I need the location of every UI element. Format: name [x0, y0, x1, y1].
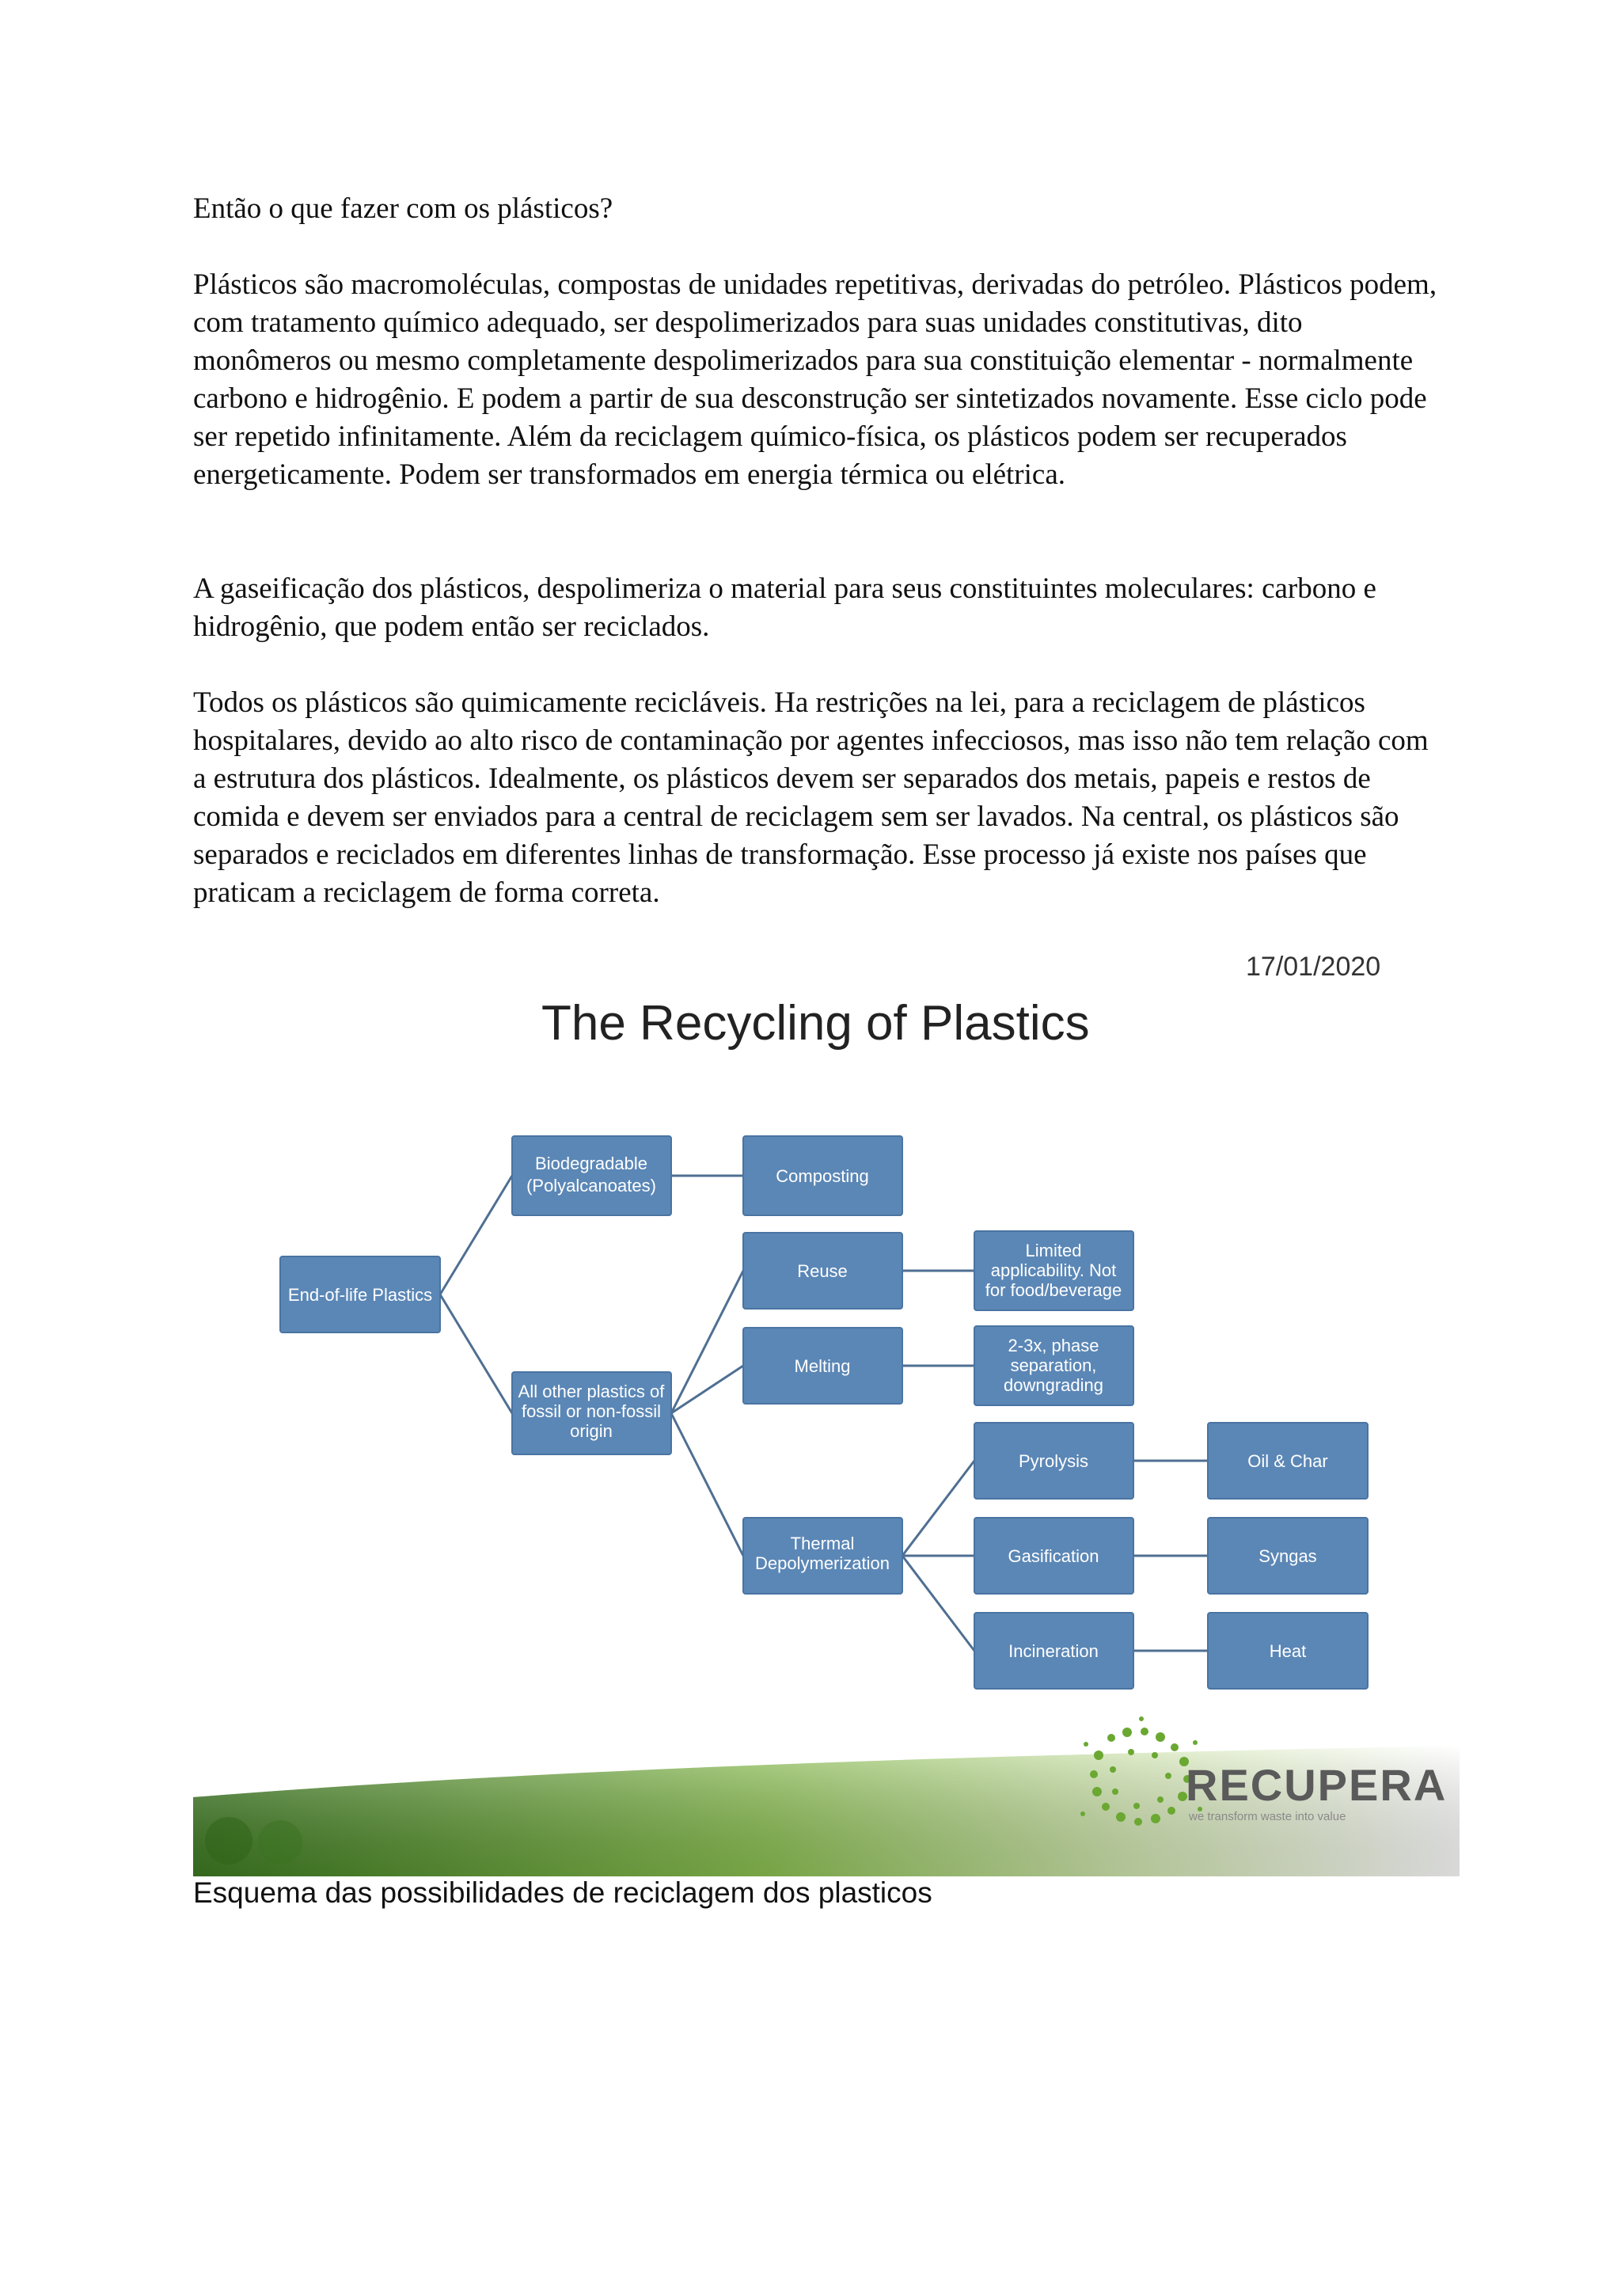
node-limited-applicability: [974, 1231, 1133, 1310]
recycling-diagram-figure: [193, 946, 1460, 1876]
node-syngas: [1208, 1518, 1368, 1594]
figure-caption: Esquema das possibilidades de reciclagem dos plasticos: [193, 1876, 932, 1909]
node-label: applicability. Not: [990, 1260, 1117, 1280]
node-melting: [743, 1328, 902, 1404]
node-label: Melting: [794, 1356, 851, 1376]
node-label: (Polyalcanoates): [526, 1176, 656, 1196]
node-label: Syngas: [1258, 1546, 1317, 1566]
node-label: End-of-life Plastics: [287, 1285, 433, 1305]
node-oil-char: [1208, 1423, 1368, 1499]
decor-sphere: [258, 1820, 302, 1865]
node-pyrolysis: [974, 1423, 1133, 1499]
node-label: Depolymerization: [755, 1553, 890, 1573]
node-label: fossil or non-fossil: [521, 1401, 662, 1421]
node-heat: [1208, 1613, 1368, 1689]
node-biodegradable: [512, 1136, 671, 1215]
node-gasification: [974, 1518, 1133, 1594]
node-label: separation,: [1010, 1355, 1097, 1375]
recycling-diagram: [193, 946, 1460, 1876]
figure-title: The Recycling of Plastics: [541, 996, 1090, 1051]
decor-sphere: [205, 1817, 252, 1865]
node-label: Reuse: [797, 1261, 848, 1281]
paragraph-text: Todos os plásticos são quimicamente recicláveis. Ha restrições na lei, para a reciclagem de plásticos hospitalares, devido ao alto risco de contaminação por agentes infecciosos, mas isso não tem relação com a estrutura dos plásticos. Idealmente, os plásticos devem ser separados dos metais, papeis e restos de comida e devem ser enviados para a central de reciclagem sem ser lavados. Na central, os plásticos são separados e reciclados em diferentes linhas de transformação. Esse processo já existe nos países que praticam a reciclagem de forma correta.: [193, 686, 1429, 909]
node-label: Composting: [776, 1166, 869, 1186]
brand-name: RECUPERA: [1186, 1760, 1448, 1810]
node-label: Heat: [1269, 1641, 1307, 1661]
node-phase-separation: [974, 1326, 1133, 1405]
node-label: Incineration: [1008, 1641, 1099, 1661]
node-label: Limited: [1025, 1241, 1082, 1260]
node-label: Gasification: [1008, 1546, 1099, 1566]
node-thermal-depolymerization: [743, 1518, 902, 1594]
node-composting: [743, 1136, 902, 1215]
node-other-plastics: [512, 1372, 671, 1454]
node-label: origin: [570, 1421, 613, 1441]
paragraph-2: [193, 570, 1444, 646]
figure-date: 17/01/2020: [1246, 952, 1381, 982]
node-label: Biodegradable: [535, 1154, 647, 1173]
node-label: All other plastics of: [518, 1382, 665, 1401]
node-label: Oil & Char: [1247, 1451, 1328, 1471]
node-incineration: [974, 1613, 1133, 1689]
paragraph-1: [193, 266, 1444, 494]
node-label: for food/beverage: [985, 1280, 1122, 1300]
paragraph-text: Plásticos são macromoléculas, compostas de unidades repetitivas, derivadas do petróleo. Plásticos podem, com tratamento químico adequado, ser despolimerizados para suas unidades constitutivas, dito monômeros ou mesmo completamente despolimerizados para sua constituição elementar - normalmente carbono e hidrogênio. E podem a partir de sua desconstrução ser sintetizados novamente. Esse ciclo pode ser repetido infinitamente. Além da reciclagem químico-física, os plásticos podem ser recuperados energeticamente. Podem ser transformados em energia térmica ou elétrica.: [193, 268, 1437, 491]
heading-text: Então o que fazer com os plásticos?: [193, 192, 613, 225]
paragraph-3: [193, 684, 1444, 912]
node-end-of-life-plastics: [280, 1256, 440, 1332]
node-label: 2-3x, phase: [1008, 1336, 1099, 1355]
node-label: Thermal: [790, 1534, 855, 1553]
paragraph-text: A gaseificação dos plásticos, despolimeriza o material para seus constituintes moleculares: carbono e hidrogênio, que podem então ser reciclados.: [193, 572, 1376, 643]
node-reuse: [743, 1233, 902, 1309]
brand-tagline: we transform waste into value: [1189, 1810, 1346, 1823]
section-heading: [193, 190, 1444, 228]
node-label: Pyrolysis: [1018, 1451, 1089, 1471]
node-label: downgrading: [1004, 1375, 1103, 1395]
